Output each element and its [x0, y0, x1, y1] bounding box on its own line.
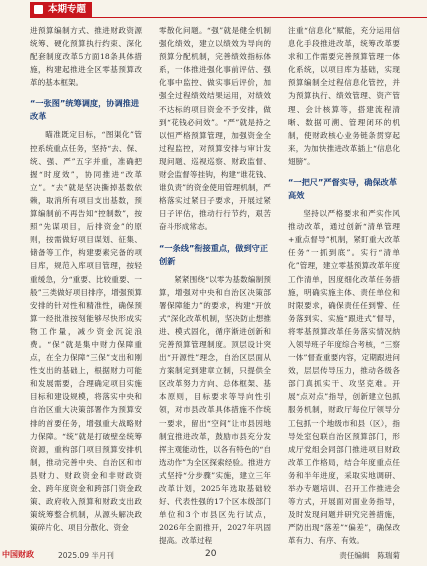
page-footer [0, 546, 427, 566]
paragraph: 零散化问题。“强”就是健全机制强化绩效，建立以绩效为导向的预算分配机制，完善绩效指标体系，一体推进强化事前评估、强化事中监控、做实事后评价，加强全过程绩效结果运用，对绩效不达标的项目资金不予安排，做到“花钱必问效”。“严”就是持之以恒严格预算管理，加强资金全过程监控，对预算安排与审计发现问题、巡视巡察、财政监督、财会监督等挂钩，构建“谁花钱、谁负责”的资金使用管理机制，严格落实过紧日子要求，开展过紧日子评估，推动行行节约，艰苦奋斗形成常态。 [159, 26, 271, 232]
section-heading: “一条线”衔接重点，做到守正创新 [159, 242, 269, 266]
editor-signature: 责任编辑 陈瑞菊 [339, 551, 400, 561]
section-heading: “一把尺”严督实导，确保改革高效 [288, 177, 398, 201]
paragraph: 进预算编制方式、推进财政资源统筹、硬化预算执行约束、深化配套制度改革5方面18条具体措施，构建起推进全区零基预算改革的基本框架。 [30, 26, 142, 88]
column-3 [288, 24, 400, 561]
page-number: 20 [205, 549, 217, 559]
paragraph: 注重“信息化”赋能，充分运用信息化手段推进改革，统筹改革要求和工作需要完善预算管理一体化系统，以项目库为基础，实现预算编制全过程信息化管控，并为预算执行、绩效管理、资产管理、会计核算等，搭建流程清晰、数据可溯、管理闭环的机制，使财政核心业务链条贯穿起来，为加快推进改革插上“信息化翅膀”。 [288, 26, 400, 166]
column-2 [159, 24, 271, 546]
paragraph: 瞄准既定目标，“图渠化”管控系统重点任务，坚持“去、保、统、强、严”五字并重，准确把握“时度效”，协同推进“改革立”。“去”就是坚决撕掉基数依赖，取消所有项目支出基数，预算编制前不再告知“控制数”，按照“先谋项目，后排资金”的原则，按需做好项目谋划、征集、储备等工作，构建要素完备的项目库，规范入库项目管理，按轻重缓急，分“重要、比较重要、一般”三类做好项目排序，增强预算安排的针对性和精准性，确保预算一经批准按刻能够尽快形成实物工作量，减少资金沉淀浪费。“保”就是集中财力保障重点，在全力保障“三保”支出和刚性支出的基础上，根据财力可能和发展需要，合理确定项目实施目标和建设规模，将落实中央和自治区重大决策部署作为预算安排的首要任务，增强重大战略财力保障。“统”就是打破壁垒统筹资源，重构部门项目预算安排机制，推动完善中央、自治区和市县财力、财政资金和非财政资金、跨年度资金和跨部门资金政策、政府收入预算和财政支出政策统筹整合机制，从源头解决政策碎片化、项目分散化、资金 [30, 130, 142, 533]
page-header [0, 0, 427, 20]
section-badge [30, 2, 92, 17]
header-rule [30, 17, 427, 18]
section-label: 本期专题 [48, 4, 87, 15]
section-heading: “一张图”统筹调度，协调推进改革 [30, 98, 140, 122]
paragraph: 坚持以严格要求和严实作风推动改革，通过创新“清单管理+重点督导”机制，紧盯重大改革任务“一抓到底”。实行“清单化”管理，建立零基预算改革年度工作清单，因度细化改革任务措施，明确实施主体、责任单位和时限要求，确保责任任到警、任务落到实、实施“跟进式”督导，将零基预算改革任务落实情况纳入领导班子年度综合考核，“三察一体”督查重要内容，定期跟进问效，层层传导压力，推动各级各部门真抓实干、攻坚克难。开展“点对点”指导，创新建立包抓服务机制，财政厅每位厅领导分工包抓一个地级市和县（区），指导处室包联自治区预算部门，形成厅党组会同部门推进项目财政改革工作格局，结合年度重点任务和半年进度，采取实地调研、举办专题培训、召开工作推进会等方式，开展面对面业务指导，及时发现问题并研究完善措施，严防出现“落差”“偏差”，确保改革有力、有序、有效。 [288, 209, 400, 546]
column-1 [30, 24, 142, 539]
section-logo-icon [34, 5, 43, 14]
magazine-brand: 中国财政 [2, 550, 34, 559]
paragraph: 紧紧围绕“以零为基数编制预算，增强对中央和自治区决策部署保障能力”的要求，构建“开放式”深化改革机制，坚决防止想推进、模式固化，循序渐进创新和完善预算管理制度。顶层设计突出“开源性”理念，自治区层面从方案制定到建章立制，只提供全区改革努力方向、总体框架、基本原则，目标要求等导向性引领，对市县改革具体措施不作统一要求，留出“空间”让市县因地制宜推进改革，鼓励市县充分发挥主观能动性，以各有特色的“自选动作”为全区探索经验。推进方式坚持“分步骤”实施，建立三年改革计划，2025年选取基础较好、代表性强的17个区本级部门单位和3个市县区先行试点，2026年全面推开，2027年巩固提高。改革过程 [159, 274, 271, 546]
issue-info: 2025.09 半月刊 [58, 551, 114, 560]
